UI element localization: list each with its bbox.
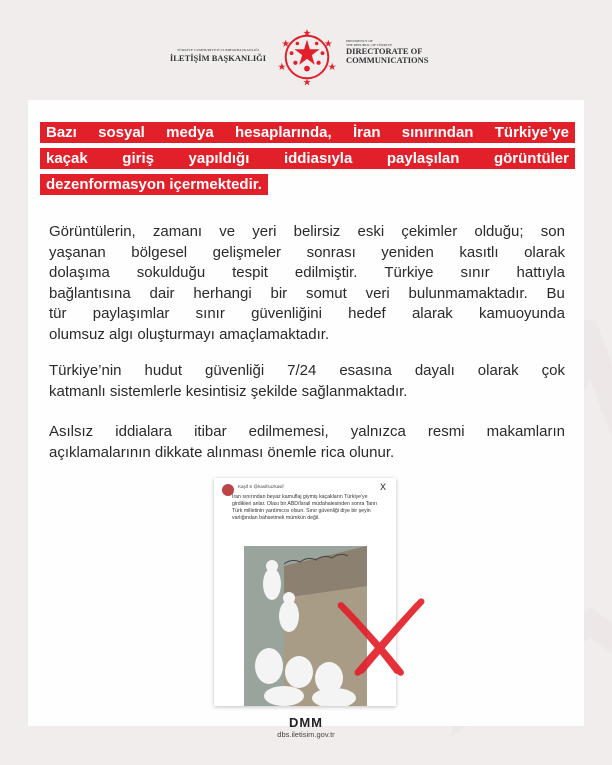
headline-word: Türkiye’ye xyxy=(494,124,569,141)
word: edilmiştir. xyxy=(294,264,358,281)
word: bir xyxy=(270,284,288,302)
word: 7/24 xyxy=(287,362,317,379)
headline-word: sınırından xyxy=(401,124,474,141)
word: güvenliğini xyxy=(251,305,322,322)
post-text: İran sınırından beyaz kamuflaj giymiş kaçakların Türkiye'ye girdikleri anlar. Olası bir ABD/İsrail müdahalesinden sonra Tanrı Türk milletinin yardımcısı olsun. Sınır güvenliği diye bir şeyin varlığından bahsetmek mümkün değil. xyxy=(232,494,378,521)
word: makamların xyxy=(486,423,565,440)
headline-word: görüntüler xyxy=(493,150,569,167)
paragraph-line: katmanlı sistemlerle kesintisiz şekilde sağlanmaktadır. xyxy=(49,382,408,400)
footer-url: dbs.iletisim.gov.tr xyxy=(277,730,335,739)
paragraph-1 xyxy=(49,222,565,345)
paragraph-line: olumsuz algı oluşturmayı amaçlamaktadır. xyxy=(49,325,330,343)
word: yaşanan xyxy=(49,243,106,261)
word: alarak xyxy=(411,305,453,322)
word: itibar xyxy=(194,423,227,440)
word: eski xyxy=(357,223,385,240)
word: sınır xyxy=(195,305,225,322)
word: Bu xyxy=(546,284,565,302)
paragraph-line xyxy=(49,361,565,382)
word: Türkiye xyxy=(384,264,434,281)
header-right-title xyxy=(346,40,466,65)
x-logo-icon: X xyxy=(380,482,387,492)
word: herhangi xyxy=(193,284,252,302)
word: bağlantısına xyxy=(49,284,131,302)
word: resmi xyxy=(427,423,465,440)
word: yeri xyxy=(252,223,277,240)
word: dolaşıma xyxy=(49,264,110,281)
paragraph-line: açıklamalarının dikkate alınması önemle rica olunur. xyxy=(49,443,395,461)
word: sınır xyxy=(460,264,490,281)
paragraph-3 xyxy=(49,422,565,463)
word: yalnızca xyxy=(350,423,406,440)
word: olduğu; xyxy=(474,223,524,240)
word: yeniden xyxy=(381,243,434,261)
header xyxy=(0,14,612,84)
word: dair xyxy=(149,284,175,302)
word: hudut xyxy=(144,362,183,379)
word: sokulduğu xyxy=(136,264,206,281)
word: sonrası xyxy=(306,243,356,261)
paragraph-line xyxy=(49,304,565,325)
header-left-title xyxy=(166,48,270,63)
word: tespit xyxy=(232,264,268,281)
word: bölgesel xyxy=(131,243,188,261)
headline-word: İran xyxy=(352,124,381,141)
word: çok xyxy=(541,362,565,379)
word: son xyxy=(540,223,565,240)
paragraph-2 xyxy=(49,361,565,402)
word: belirsiz xyxy=(293,223,341,240)
dmm-logo: DMM xyxy=(288,715,324,730)
paragraph-line xyxy=(49,243,565,264)
word: olarak xyxy=(524,243,565,261)
word: paylaşımlar xyxy=(92,305,170,322)
headline-line-1 xyxy=(40,122,575,143)
header-left-name: İLETİŞİM BAŞKANLIĞI xyxy=(169,53,267,63)
word: dayalı xyxy=(414,362,455,379)
headline-word: Bazı xyxy=(46,124,77,141)
paragraph-line xyxy=(49,422,565,443)
headline-line-2 xyxy=(40,148,575,169)
headline-word: paylaşılan xyxy=(386,150,460,167)
headline-word: yapıldığı xyxy=(188,150,250,167)
headline-line-3: dezenformasyon içermektedir. xyxy=(40,174,268,195)
word: güvenliği xyxy=(204,362,265,379)
word: hattıyla xyxy=(516,264,565,281)
word: bulunmamaktadır. xyxy=(408,284,528,302)
word: olarak xyxy=(477,362,519,379)
paragraph-line xyxy=(49,284,565,305)
word: esasına xyxy=(339,362,392,379)
header-right-line3: DIRECTORATE OF xyxy=(346,46,423,57)
word: somut xyxy=(305,284,347,302)
word: kasıtlı xyxy=(459,243,499,261)
headline-word: kaçak xyxy=(46,150,88,167)
headline-word: hesaplarında, xyxy=(234,124,332,141)
word: zamanı xyxy=(152,223,203,240)
word: ve xyxy=(219,223,236,240)
header-right-line4: COMMUNICATIONS xyxy=(346,55,429,66)
word: kamuoyunda xyxy=(479,305,565,322)
headline-word: giriş xyxy=(122,150,154,167)
word: edilmemesi, xyxy=(248,423,329,440)
word: Asılsız xyxy=(49,423,94,440)
header-right-line1: PRESIDENCY OF xyxy=(346,39,373,43)
word: çekimler xyxy=(401,223,458,240)
word: gelişmeler xyxy=(212,243,282,261)
false-claim-cross-icon xyxy=(334,596,430,680)
paragraph-line xyxy=(49,222,565,243)
presidency-emblem-icon xyxy=(278,28,336,86)
word: hedef xyxy=(348,305,386,322)
header-left-subtitle: TÜRKİYE CUMHURİYETİ CUMHURBAŞKANLIĞI xyxy=(177,48,259,52)
header-right-line2: THE REPUBLIC OF TÜRKİYE xyxy=(346,42,393,47)
post-author: Kaşif S @kasifsozkasif xyxy=(238,484,284,489)
headline-word: sosyal xyxy=(98,124,145,141)
word: Görüntülerin, xyxy=(49,223,136,240)
word: Türkiye’nin xyxy=(49,362,122,379)
paragraph-line xyxy=(49,263,565,284)
word: veri xyxy=(365,284,390,302)
headline-word: iddiasıyla xyxy=(283,150,353,167)
word: iddialara xyxy=(115,423,172,440)
word: tür xyxy=(49,305,67,322)
headline-word: medya xyxy=(166,124,214,141)
